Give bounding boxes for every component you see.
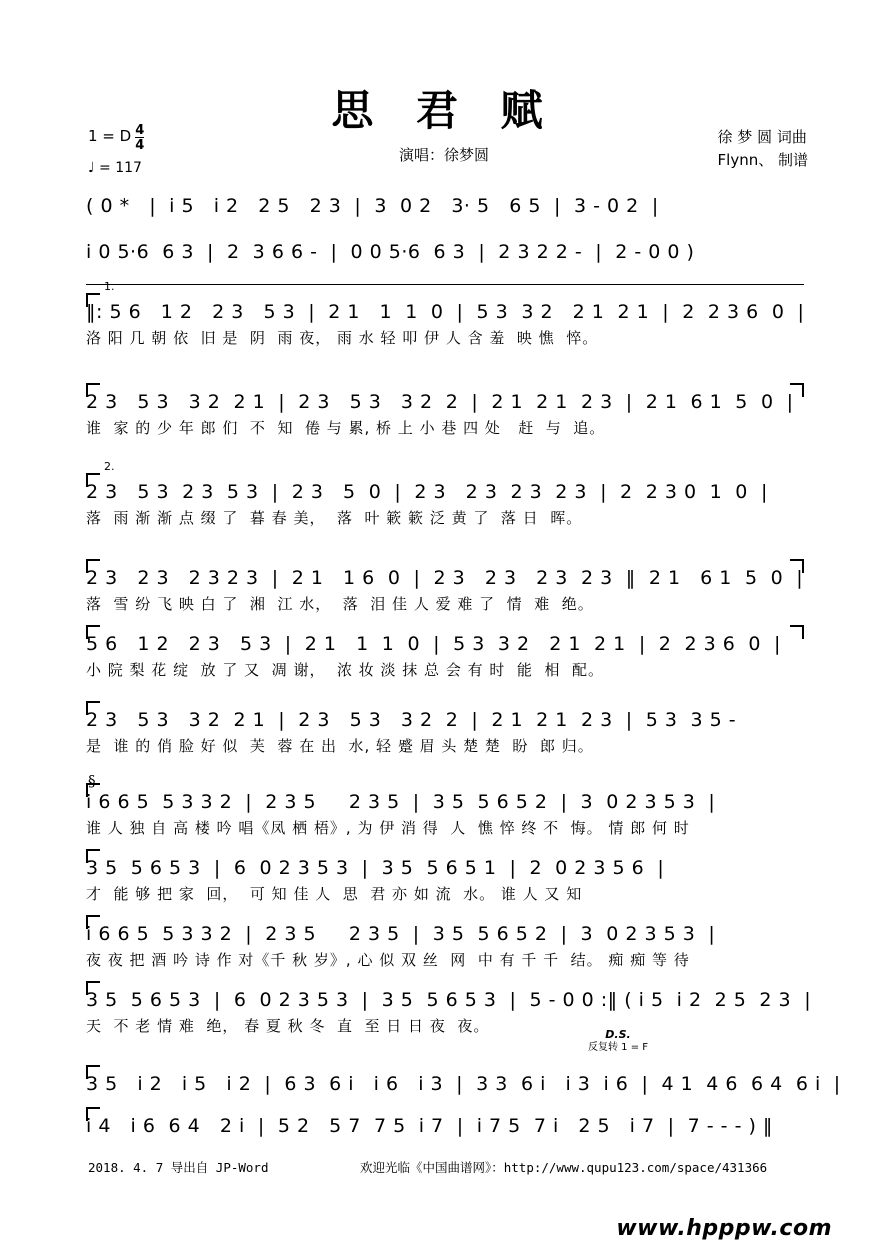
first-ending-label: 1. [104,280,115,293]
music-row [86,924,804,970]
music-row [86,1116,804,1138]
notation-line: i 6 6 5 5 3 3 2 | 2 3 5 2 3 5 | 3 5 5 6 5 2 | 3 0 2 3 5 3 | [86,923,716,945]
bracket-left [86,559,100,573]
ds-marking [588,1028,648,1054]
bracket-right [790,559,804,573]
bracket-left [86,915,100,929]
notation-line: 2 3 5 3 3 2 2 1 | 2 3 5 3 3 2 2 | 2 1 2 1 2 3 | 5 3 3 5 - [86,709,737,731]
time-signature-denominator: 4 [135,138,145,153]
notation-line: i 0 5·6 6 3 | 2 3 6 6 - | 0 0 5·6 6 3 | 2 3 2 2 - | 2 - 0 0 ) [86,241,695,263]
watermark: www.hpppw.com [616,1216,832,1241]
music-row [86,989,812,1036]
music-row [86,1073,841,1096]
lyrics-line: 才 能 够 把 家 回， 可 知 佳 人 思 君 亦 如 流 水。 谁 人 又 知 [86,884,583,903]
lyrics-line: 谁 人 独 自 高 楼 吟 唱《凤 栖 梧》, 为 伊 消 得 人 憔 悴 终 不 悔。 情 郎 何 时 [86,818,690,837]
lyrics-line: 是 谁 的 俏 脸 好 似 芙 蓉 在 出 水, 轻 蹙 眉 头 楚 楚 盼 郎 归。 [86,736,594,755]
second-ending-label: 2. [104,460,115,473]
bracket-right [790,625,804,639]
notation-line: ‖: 5 6 1 2 2 3 5 3 | 2 1 1 1 0 | 5 3 3 2 2 1 2 1 | 2 2 3 6 0 | [86,301,805,323]
site-credit: 欢迎光临《中国曲谱网》：http://www.qupu123.com/space/431366 [360,1160,768,1175]
credits-block [718,126,808,173]
music-row [86,772,804,838]
ds-sub-label: 反复转 1 = F [588,1041,649,1053]
notation-line: i 4 i 6 6 4 2 i | 5 2 5 7 7 5 i 7 | i 7 5 7 i 2 5 i 7 | 7 - - - ) ‖ [86,1115,773,1137]
music-row [86,196,804,218]
bracket-left [86,625,100,639]
notation-line: 3 5 i 2 i 5 i 2 | 6 3 6 i i 6 i 3 | 3 3 6 i i 3 i 6 | 4 1 4 6 6 4 6 i | [86,1073,841,1095]
ds-label: D.S. [605,1028,631,1041]
bracket-left [86,849,100,863]
lyrics-line: 洛 阳 几 朝 依 旧 是 阴 雨 夜， 雨 水 轻 叩 伊 人 含 羞 映 憔 悴。 [86,328,599,347]
key-label: 1 = D [88,127,132,145]
lyrics-line: 落 雨 渐 渐 点 缀 了 暮 春 美， 落 叶 簌 簌 泛 黄 了 落 日 晖。 [86,508,583,527]
tempo-marking: ♩ = 117 [88,160,142,176]
credit-composer: 徐 梦 圆 词曲 [717,128,807,146]
notation-line: 2 3 5 3 3 2 2 1 | 2 3 5 3 3 2 2 | 2 1 2 1 2 3 | 2 1 6 1 5 0 | [86,391,794,413]
music-row [86,634,804,680]
notation-line: 5 6 1 2 2 3 5 3 | 2 1 1 1 0 | 5 3 3 2 2 1 2 1 | 2 2 3 6 0 | [86,633,781,655]
music-row [86,242,804,264]
music-row [86,568,804,614]
bracket-left [86,383,100,397]
bracket-left [86,981,100,995]
music-row [86,280,805,348]
notation-line: 2 3 5 3 2 3 5 3 | 2 3 5 0 | 2 3 2 3 2 3 2 3 | 2 2 3 0 1 0 | [86,481,768,503]
bracket-left [86,1065,100,1079]
bracket-left [86,473,100,487]
music-row [86,710,804,756]
time-signature [135,124,144,152]
page-title: 思 君 赋 [331,86,557,135]
lyrics-line: 天 不 老 情 难 绝， 春 夏 秋 冬 直 至 日 日 夜 夜。 [86,1016,490,1035]
key-signature-block [88,123,145,178]
lyrics-line: 夜 夜 把 酒 吟 诗 作 对《千 秋 岁》, 心 似 双 丝 网 中 有 千 千 结。 痴 痴 等 待 [86,950,690,969]
segno-sign: § [88,772,96,790]
bracket-left [86,783,100,797]
performer-line: 演唱：徐梦圆 [398,146,489,164]
lyrics-line: 落 雪 纷 飞 映 白 了 湘 江 水， 落 泪 佳 人 爱 难 了 情 难 绝。 [86,594,594,613]
notation-line: 2 3 2 3 2 3 2 3 | 2 1 1 6 0 | 2 3 2 3 2 3 2 3 ‖ 2 1 6 1 5 0 | [86,567,804,589]
music-row [86,392,804,438]
bracket-left [86,701,100,715]
credit-arranger: Flynn、 制谱 [717,151,808,170]
lyrics-line: 小 院 梨 花 绽 放 了 又 凋 谢， 浓 妆 淡 抹 总 会 有 时 能 相 配。 [86,660,604,679]
export-info: 2018. 4. 7 导出自 JP-Word [88,1160,269,1175]
repeat-bracket-left [86,293,100,307]
music-row [86,460,804,528]
bracket-right [790,383,804,397]
music-row [86,858,804,904]
bracket-left [86,1107,100,1121]
notation-line: 3 5 5 6 5 3 | 6 0 2 3 5 3 | 3 5 5 6 5 3 | 5 - 0 0 :‖ ( i 5 i 2 2 5 2 3 | [86,989,812,1011]
lyrics-line: 谁 家 的 少 年 郎 们 不 知 倦 与 累, 桥 上 小 巷 四 处 赶 与 追。 [86,418,606,437]
notation-line: ( 0 * | i 5 i 2 2 5 2 3 | 3 0 2 3· 5 6 5 | 3 - 0 2 | [86,195,659,217]
notation-line: i 6 6 5 5 3 3 2 | 2 3 5 2 3 5 | 3 5 5 6 5 2 | 3 0 2 3 5 3 | [86,791,716,813]
time-signature-numerator: 4 [135,123,145,138]
notation-line: 3 5 5 6 5 3 | 6 0 2 3 5 3 | 3 5 5 6 5 1 | 2 0 2 3 5 6 | [86,857,665,879]
